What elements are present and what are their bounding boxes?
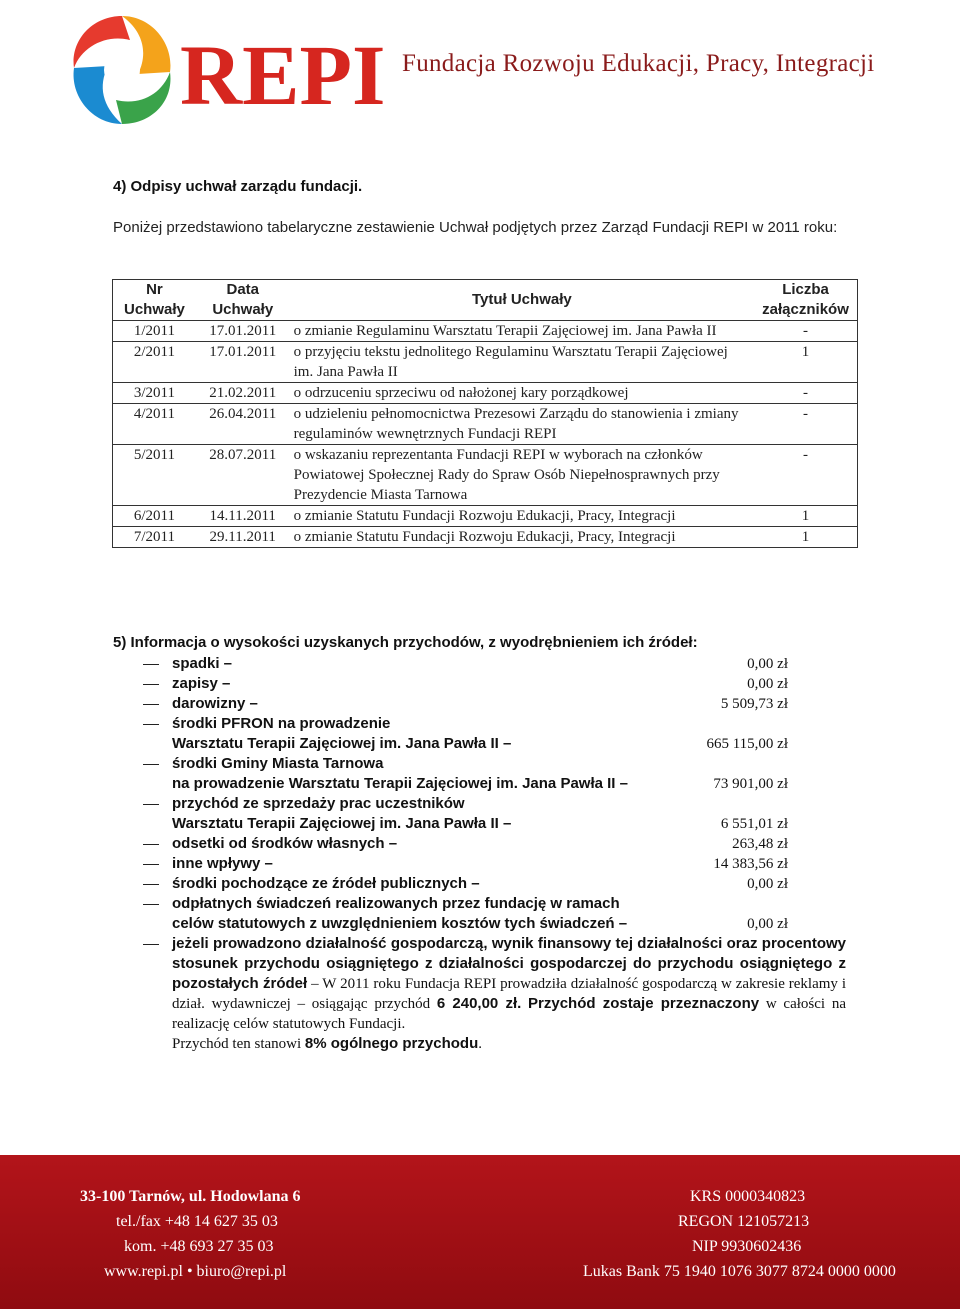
income-label-line2: na prowadzenie Warsztatu Terapii Zajęciowej im. Jana Pawła II – [172,775,628,792]
income-item [143,894,843,934]
para-bold-1: jeżeli prowadzono działalność gospodarczą, wynik finansowy tej działalności oraz procentowy stosunek przychodu osiągniętego z działalności gospodarczej do przychodu osiągniętego z pozostałych źródeł [172,935,846,992]
cell-nr: 1/2011 [133,323,175,339]
cell-nr: 2/2011 [133,344,175,360]
income-item [143,654,843,674]
income-amount: 14 383,56 zł [713,856,788,872]
footer [0,1155,960,1309]
income-label: środki PFRON na prowadzenie [172,715,391,732]
cell-date: 28.07.2011 [209,447,277,463]
footer-web[interactable]: www.repi.pl • biuro@repi.pl [104,1263,287,1280]
section-4-heading: 4) Odpisy uchwał zarządu fundacji. [113,178,363,195]
income-label: odpłatnych świadczeń realizowanych przez fundację w ramach [172,895,620,912]
income-amount: 665 115,00 zł [706,736,788,752]
table-row [113,445,858,506]
header-attachments: Liczba załączników [762,281,849,318]
income-label: inne wpływy – [172,855,273,872]
income-amount: 0,00 zł [747,676,788,692]
cell-date: 17.01.2011 [209,344,277,360]
income-label: przychód ze sprzedaży prac uczestników [172,795,465,812]
footer-address: 33-100 Tarnów, ul. Hodowlana 6 [80,1188,301,1205]
header-date: Data Uchwały [212,281,274,318]
cell-title: o udzieleniu pełnomocnictwa Prezesowi Zarządu do stanowienia i zmiany regulaminów wewnętrznych Fundacji REPI [293,406,739,442]
income-label: zapisy – [172,675,231,692]
cell-title: o przyjęciu tekstu jednolitego Regulaminu Warsztatu Terapii Zajęciowej im. Jana Pawła II [293,344,728,380]
dash-bullet [143,844,159,845]
income-label-line2: Warsztatu Terapii Zajęciowej im. Jana Pawła II – [172,735,512,752]
income-label: środki Gminy Miasta Tarnowa [172,755,384,772]
income-item [143,694,843,714]
dash-bullet [143,884,159,885]
dash-bullet [143,664,159,665]
repi-logo [52,6,392,136]
cell-nr: 6/2011 [133,508,175,524]
para-text-3: Przychód ten stanowi [172,1036,305,1052]
cell-date: 14.11.2011 [209,508,276,524]
business-activity-paragraph [172,934,846,1054]
income-amount: 0,00 zł [747,916,788,932]
cell-nr: 7/2011 [133,529,175,545]
income-amount: 6 551,01 zł [720,816,788,832]
cell-attachments: - [803,447,809,463]
income-amount: 263,48 zł [732,836,788,852]
section-4-intro: Poniżej przedstawiono tabelaryczne zestawienie Uchwał podjętych przez Zarząd Fundacji REPI w 2011 roku: [113,219,838,236]
para-amount: 6 240,00 zł. [436,995,522,1012]
header-title: Tytuł Uchwały [471,291,572,308]
dash-bullet [143,864,159,865]
para-text-4: . [478,1036,482,1052]
footer-mobile: kom. +48 693 27 35 03 [124,1238,274,1255]
section-5-heading: 5) Informacja o wysokości uzyskanych przychodów, z wyodrębnieniem ich źródeł: [113,634,698,651]
table-row [113,383,858,404]
income-amount: 73 901,00 zł [713,776,788,792]
cell-date: 21.02.2011 [209,385,277,401]
table-row [113,342,858,383]
income-item [143,874,843,894]
income-amount: 5 509,73 zł [720,696,788,712]
dash-bullet [143,764,159,765]
cell-title: o zmianie Statutu Fundacji Rozwoju Edukacji, Pracy, Integracji [293,508,676,524]
dash-bullet [143,704,159,705]
cell-attachments: - [803,323,809,339]
income-item [143,674,843,694]
logo-text: REPI [180,27,386,123]
cell-nr: 4/2011 [133,406,175,422]
table-header-row [113,280,858,321]
footer-bank: Lukas Bank 75 1940 1076 3077 8724 0000 0000 [583,1263,896,1280]
income-item [143,854,843,874]
income-item [143,754,843,794]
dash-bullet [143,724,159,725]
table-row [113,404,858,445]
cell-attachments: 1 [801,344,810,360]
cell-attachments: 1 [801,508,810,524]
income-label: odsetki od środków własnych – [172,835,398,852]
income-amount: 0,00 zł [747,656,788,672]
cell-attachments: - [803,406,809,422]
income-label: darowizny – [172,695,258,712]
dash-bullet [143,684,159,685]
footer-nip: NIP 9930602436 [692,1238,802,1255]
para-text-1: – W 2011 roku Fundacja REPI prowadziła działalność gospodarczą w zakresie reklamy i dział. wydawniczej – osiągając przychód [172,976,847,1012]
income-item [143,834,843,854]
cell-attachments: - [803,385,809,401]
cell-nr: 5/2011 [133,447,175,463]
para-text-2: w całości na realizację celów statutowych Fundacji. [172,996,846,1032]
cell-title: o wskazaniu reprezentanta Fundacji REPI w wyborach na członków Powiatowej Społecznej Rady do Spraw Osób Niepełnosprawnych przy Prezydencie Miasta Tarnowa [293,447,720,503]
income-item [143,714,843,754]
table-row [113,506,858,527]
header-nr: Nr Uchwały [123,281,185,318]
table-row [113,321,858,342]
footer-krs: KRS 0000340823 [690,1188,806,1205]
cell-title: o odrzuceniu sprzeciwu od nałożonej kary porządkowej [293,385,629,401]
organization-name: Fundacja Rozwoju Edukacji, Pracy, Integracji [402,50,875,77]
para-percent: 8% ogólnego przychodu [304,1035,479,1052]
footer-regon: REGON 121057213 [678,1213,810,1230]
cell-date: 17.01.2011 [209,323,277,339]
cell-date: 29.11.2011 [209,529,276,545]
logo-emblem-icon [74,16,171,124]
income-label: spadki – [172,655,233,672]
cell-title: o zmianie Statutu Fundacji Rozwoju Edukacji, Pracy, Integracji [293,529,676,545]
table-row [113,527,858,548]
cell-title: o zmianie Regulaminu Warsztatu Terapii Zajęciowej im. Jana Pawła II [293,323,717,339]
income-item [143,794,843,834]
cell-date: 26.04.2011 [209,406,277,422]
para-bold-3: Przychód zostaje przeznaczony [528,995,760,1012]
income-amount: 0,00 zł [747,876,788,892]
income-label: środki pochodzące ze źródeł publicznych – [172,875,480,892]
cell-nr: 3/2011 [133,385,175,401]
cell-attachments: 1 [801,529,810,545]
income-label-line2: celów statutowych z uwzględnieniem kosztów tych świadczeń – [172,915,628,932]
resolutions-table [112,279,858,548]
income-label-line2: Warsztatu Terapii Zajęciowej im. Jana Pawła II – [172,815,512,832]
dash-bullet [143,904,159,905]
dash-bullet [143,804,159,805]
footer-phone: tel./fax +48 14 627 35 03 [116,1213,278,1230]
